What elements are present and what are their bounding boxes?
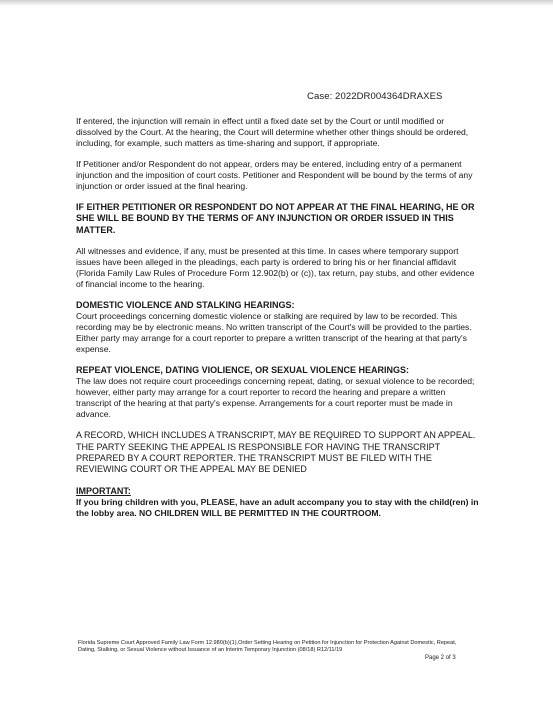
document-body <box>76 116 480 519</box>
rv-body: The law does not require court proceedings concerning repeat, dating, or sexual violence to be recorded; however, either party may arrange for a court reporter to record the hearing and prepare a written transcript of the hearing at that party's expense. Arrangements for a court reporter must be made in advance. <box>76 376 475 420</box>
form-footer: Florida Supreme Court Approved Family Law Form 12.980(b)(1),Order Setting Hearing on Petition for Injunction for Protection Against Domestic, Repeat, Dating, Stalking, or Sexual Violence without Issuance of an Interim Temporary Injunction (08/18) R12/11/19 <box>78 640 457 654</box>
important-heading: IMPORTANT: <box>76 485 131 496</box>
warning-paragraph: IF EITHER PETITIONER OR RESPONDENT DO NOT APPEAR AT THE FINAL HEARING, HE OR SHE WILL BE BOUND BY THE TERMS OF ANY INJUNCTION OR ORDER ISSUED IN THIS MATTER. <box>76 202 475 235</box>
evidence-paragraph: All witnesses and evidence, if any, must be presented at this time. In cases where temporary support issues have been alleged in the pleadings, each party is ordered to bring his or her financial affidavit (Florida Family Law Rules of Procedure Form 12.902(b) or (c)), tax return, pay stubs, and other evidence of financial income to the hearing. <box>76 246 475 290</box>
dv-heading: DOMESTIC VIOLENCE AND STALKING HEARINGS: <box>76 300 295 311</box>
non-appearance-paragraph: If Petitioner and/or Respondent do not appear, orders may be entered, including entry of a permanent injunction and the imposition of court costs. Petitioner and Respondent will be bound by the terms of any injunction or order issued at the final hearing. <box>76 159 473 191</box>
important-body: If you bring children with you, PLEASE, have an adult accompany you to stay with the child(ren) in the lobby area. NO CHILDREN WILL BE PERMITTED IN THE COURTROOM. <box>76 496 479 518</box>
record-paragraph: A RECORD, WHICH INCLUDES A TRANSCRIPT, MAY BE REQUIRED TO SUPPORT AN APPEAL. THE PARTY SEEKING THE APPEAL IS RESPONSIBLE FOR HAVING THE TRANSCRIPT PREPARED BY A COURT REPORTER. THE TRANSCRIPT MUST BE FILED WITH THE REVIEWING COURT OR THE APPEAL MAY BE DENIED <box>76 430 476 475</box>
page-number: Page 2 of 3 <box>425 655 456 661</box>
scan-edge <box>0 0 553 6</box>
rv-heading: REPEAT VIOLENCE, DATING VIOLIENCE, OR SEXUAL VIOLENCE HEARINGS: <box>76 365 410 376</box>
dv-body: Court proceedings concerning domestic violence or stalking are required by law to be recorded. This recording may be by electronic means. No written transcript of the Court's will be provided to the parties. Either party may arrange for a court reporter to prepare a written transcript of the hearing at that party's expense. <box>76 311 472 355</box>
injunction-effect-paragraph: If entered, the injunction will remain in effect until a fixed date set by the Court or until modified or dissolved by the Court. At the hearing, the Court will determine whether other things should be ordered, including, for example, such matters as time-sharing and support, if appropriate. <box>76 116 469 148</box>
case-number: Case: 2022DR004364DRAXES <box>307 91 443 102</box>
